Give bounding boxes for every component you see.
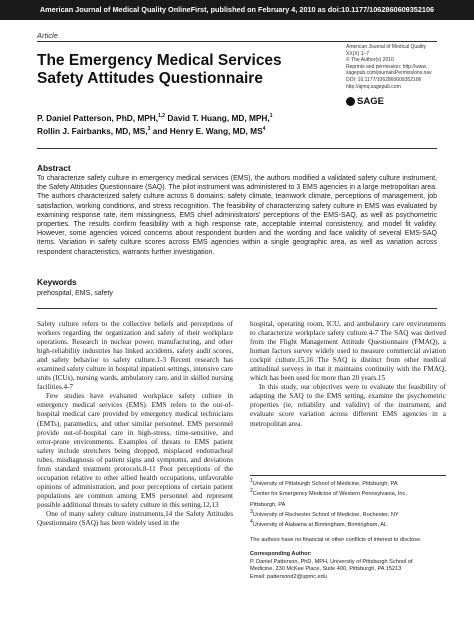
- corresponding-line: P. Daniel Patterson, PhD, MPH, University of Pittsburgh School of: [250, 558, 413, 565]
- affiliation-line: [250, 519, 450, 529]
- affiliation-marker: 1: [250, 478, 253, 484]
- affiliation-text: University of Alabama at Birmingham, Birmingham, AL: [252, 522, 388, 529]
- author-affiliation-marker: 4: [262, 126, 266, 133]
- affiliation-marker: 4: [250, 519, 253, 526]
- author-name: and Henry E. Wang, MD, MS: [152, 126, 263, 137]
- journal-info-line: DOI: 10.1177/1062860609352106: [346, 76, 422, 83]
- body-column-left: [37, 320, 233, 528]
- body-paragraph: In this study, our objectives were to evaluate the feasibility of adapting the SAQ to the EMS setting, examine the psychometric properties (ie, reliability and validity) of the instrument, and evaluate score variation across different EMS agencies in a metropolitan area.: [250, 383, 446, 428]
- author-affiliation-marker: 3: [147, 126, 151, 133]
- journal-info-line: American Journal of Medical Quality: [346, 44, 427, 50]
- abstract-text: To characterize safety culture in emergency medical services (EMS), the authors modified a validated safety culture instrument, the Safety Attitudes Questionnaire (SAQ). The pilot instrument was administered to 3 EMS agencies in a large metropolitan area. The authors characterized safety culture across 6 domains: safety climate, teamwork climate, perceptions of management, job satisfaction, working conditions, and stress recognition. The feasibility of characterizing safety culture in EMS was evaluated by examining response rate, item missingness, EMS chief administrators' perceptions of the EMS-SAQ, as well as psychometric properties. The results confirm feasibility with a high response rate, acceptable internal consistency, and model fit validity. However, some agencies voiced concerns about respondent burden and the wording and face validity of several EMS-SAQ items. Variation in safety culture scores across EMS agencies within a single geographic area, as well as variation across respondent characteristics, warrants further investigation.: [37, 175, 437, 256]
- corresponding-line: Medicine, 230 McKee Place, Suite 400, Pittsburgh, PA 15213: [250, 566, 402, 573]
- author-name: P. Daniel Patterson, PhD, MPH,: [37, 112, 159, 123]
- abstract-heading: Abstract: [37, 163, 71, 173]
- footnote-divider: [250, 475, 446, 476]
- author-name: David T. Huang, MD, MPH,: [167, 112, 270, 123]
- body-paragraph: Safety culture refers to the collective beliefs and perceptions of workers regarding the organization and safety of their workplace operations. Research in nuclear power, manufacturing, and other high-reliability industries has linked accidents, safety audit scores, and safety behavior to safety culture.1-3 Recent research has examined safety culture in hospital inpatient settings, intensive care units (ICUs), nursing wards, ambulatory care, and in skilled nursing facilities.4-7: [37, 320, 233, 392]
- affiliations-footnote: [250, 478, 450, 581]
- journal-info: [346, 44, 446, 90]
- affiliation-text: University of Rochester School of Medicine, Rochester, NY: [252, 511, 399, 518]
- journal-info-line: © The Author(s) 2010: [346, 57, 394, 64]
- affiliation-text: Center for Emergency Medicine of Western Pennsylvania, Inc,: [252, 491, 407, 498]
- author-name: Rollin J. Fairbanks, MD, MS,: [37, 126, 148, 137]
- conflict-note: The authors have no financial or other conflicts of interest to disclose.: [250, 536, 422, 543]
- body-paragraph: One of many safety culture instruments,14 the Safety Attitudes Questionnaire (SAQ) has been widely used in the: [37, 509, 233, 528]
- body-paragraph: hospital, operating room, ICU, and ambulatory care environments to characterize workplace safety culture.4-7 The SAQ was derived from the Flight Management Attitude Questionnaire (FMAQ), a human factors survey widely used to measure commercial aviation cockpit culture.15,16 The SAQ is distinct from other medical attitudinal surveys in that it maintains continuity with the FMAQ, which has been used for more than 20 years.15: [250, 320, 446, 383]
- article-title: The Emergency Medical Services Safety Attitudes Questionnaire: [37, 52, 282, 87]
- author-affiliation-marker: 1: [269, 113, 273, 119]
- body-column-right: [250, 320, 446, 429]
- affiliation-marker: 3: [250, 509, 253, 516]
- journal-info-link[interactable]: http://ajmq.sagepub.com: [346, 83, 401, 90]
- affiliation-text: Pittsburgh, PA: [250, 501, 286, 508]
- body-paragraph: Few studies have evaluated workplace safety culture in emergency medical services (EMS). EMS refers to the out-of-hospital medical care provided by emergency medical technicians (EMTs), paramedics, and other similar personnel. EMS personnel provide out-of-hospital care in high-stress, time-sensitive, and error-prone environments. Examples of threats to EMS patient safety include stretchers being dropped, misplaced endotracheal tubes, misdiagnosis of patient signs and symptoms, and deviations from standard treatment protocols.8-11 Poor perceptions of the occupation relative to other allied health occupations, unfavorable opinions of administration, and poor perceptions of certain patient populations are common among EMS personnel and represent possible additional threats to safety culture in this setting.12,13: [37, 392, 233, 509]
- corresponding-heading: Corresponding Author:: [250, 551, 312, 558]
- affiliation-marker: 2: [250, 488, 253, 495]
- journal-info-line: sagepub.com/journalsPermissions.nav: [346, 70, 432, 77]
- affiliation-line: [250, 488, 450, 498]
- author-affiliation-marker: 1,2: [158, 113, 166, 119]
- keywords-text: prehospital, EMS, safety: [37, 290, 113, 297]
- journal-header-bar: American Journal of Medical Quality OnlineFirst, published on February 4, 2010 as doi:10.1177/1062860609352106: [0, 0, 474, 20]
- corresponding-email[interactable]: Email: pattersond2@upmc.edu: [250, 573, 327, 580]
- section-label: Article: [37, 31, 58, 40]
- keywords-heading: Keywords: [37, 277, 77, 287]
- affiliation-line: [250, 509, 450, 519]
- author-list: [37, 111, 367, 138]
- journal-info-line: Reprints and permission: http://www.: [346, 63, 428, 70]
- publisher-logo: [346, 96, 384, 107]
- affiliation-line: [250, 499, 450, 509]
- affiliation-line: [250, 478, 450, 488]
- journal-info-line: XX(X) 1–7: [346, 50, 370, 57]
- publisher-logo-text: SAGE: [357, 96, 384, 107]
- affiliation-text: University of Pittsburgh School of Medicine, Pittsburgh, PA: [252, 480, 398, 487]
- keywords-divider: [37, 308, 437, 309]
- authors-divider: [37, 148, 437, 149]
- header-divider: [37, 41, 437, 42]
- sage-logo-icon: [346, 97, 355, 106]
